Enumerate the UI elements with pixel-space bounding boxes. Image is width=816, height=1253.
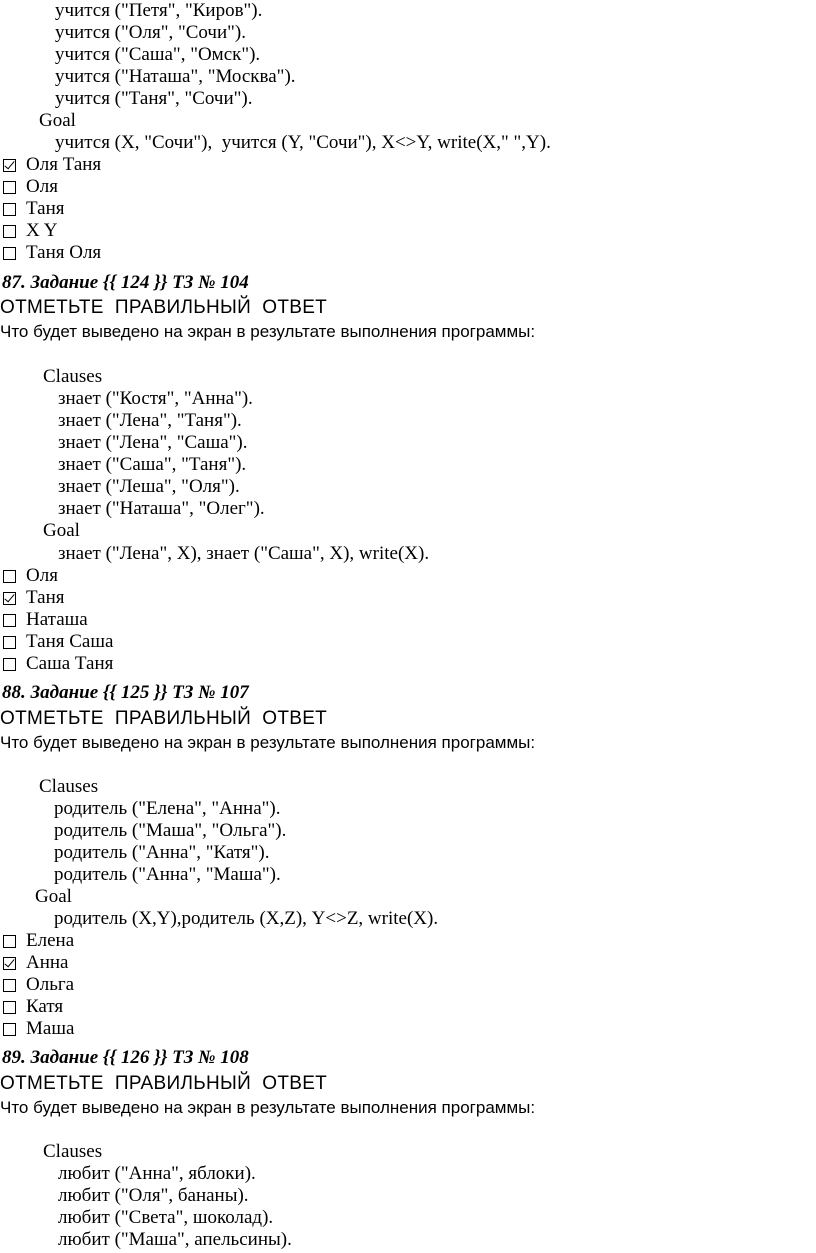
code-line: любит ("Света", шоколад). [58, 1207, 274, 1228]
goal-line: родитель (X,Y),родитель (X,Z), Y<>Z, write(X). [54, 908, 439, 929]
clauses-label: Clauses [39, 776, 99, 797]
checkbox-icon[interactable] [3, 203, 16, 216]
option-label: X Y [26, 220, 58, 241]
option-label: Оля [26, 176, 58, 197]
task-heading: 89. Задание {{ 126 }} ТЗ № 108 [2, 1047, 249, 1068]
code-line: учится ("Таня", "Сочи"). [55, 88, 253, 109]
checkbox-icon[interactable] [3, 979, 16, 992]
goal-label: Goal [43, 520, 80, 541]
checkbox-icon[interactable] [3, 658, 16, 671]
instruction: ОТМЕТЬТЕ ПРАВИЛЬНЫЙ ОТВЕТ [0, 708, 328, 729]
code-line: любит ("Оля", бананы). [58, 1185, 249, 1206]
option-label: Таня [26, 198, 65, 219]
code-line: родитель ("Елена", "Анна"). [54, 798, 281, 819]
option-label: Маша [26, 1018, 75, 1039]
option-label: Саша Таня [26, 653, 114, 674]
option-label: Ольга [26, 974, 75, 995]
option-label: Оля [26, 565, 58, 586]
answer-option[interactable] [0, 242, 101, 264]
goal-label: Goal [35, 886, 72, 907]
code-line: учится ("Оля", "Сочи"). [55, 22, 246, 43]
answer-option[interactable] [0, 198, 64, 220]
code-line: учится ("Саша", "Омск"). [55, 44, 261, 65]
question-text: Что будет выведено на экран в результате выполнения программы: [0, 733, 536, 752]
answer-option[interactable] [0, 974, 74, 996]
code-line: родитель ("Анна", "Маша"). [54, 864, 281, 885]
answer-option[interactable] [0, 631, 113, 653]
code-line: знает ("Лена", "Саша"). [58, 432, 248, 453]
instruction: ОТМЕТЬТЕ ПРАВИЛЬНЫЙ ОТВЕТ [0, 1073, 328, 1094]
option-label: Оля Таня [26, 154, 102, 175]
checkbox-icon[interactable] [3, 935, 16, 948]
answer-option[interactable] [0, 930, 74, 952]
code-line: любит ("Анна", яблоки). [58, 1163, 256, 1184]
checkbox-checked-icon[interactable] [3, 159, 16, 172]
option-label: Елена [26, 930, 75, 951]
checkbox-icon[interactable] [3, 1001, 16, 1014]
code-line: знает ("Костя", "Анна"). [58, 388, 253, 409]
answer-option[interactable] [0, 653, 113, 675]
option-label: Таня Оля [26, 242, 102, 263]
code-line: знает ("Наташа", "Олег"). [58, 498, 265, 519]
answer-option[interactable] [0, 996, 63, 1018]
answer-option[interactable] [0, 587, 64, 609]
goal-line: знает ("Лена", X), знает ("Саша", X), write(X). [58, 543, 430, 564]
option-label: Таня Саша [26, 631, 114, 652]
option-label: Наташа [26, 609, 88, 630]
answer-option[interactable] [0, 1018, 74, 1040]
answer-option[interactable] [0, 220, 58, 242]
checkbox-checked-icon[interactable] [3, 592, 16, 605]
clauses-label: Clauses [43, 366, 103, 387]
task-heading: 87. Задание {{ 124 }} ТЗ № 104 [2, 272, 249, 293]
checkbox-icon[interactable] [3, 1023, 16, 1036]
option-label: Катя [26, 996, 64, 1017]
checkbox-icon[interactable] [3, 614, 16, 627]
code-line: родитель ("Маша", "Ольга"). [54, 820, 287, 841]
checkbox-icon[interactable] [3, 570, 16, 583]
checkbox-checked-icon[interactable] [3, 957, 16, 970]
answer-option[interactable] [0, 154, 101, 176]
question-text: Что будет выведено на экран в результате выполнения программы: [0, 1098, 536, 1117]
answer-option[interactable] [0, 176, 58, 198]
answer-option[interactable] [0, 609, 88, 631]
answer-option[interactable] [0, 565, 58, 587]
code-line: учится ("Петя", "Киров"). [55, 0, 263, 21]
goal-line: учится (X, "Сочи"), учится (Y, "Сочи"), X<>Y, write(X," ",Y). [55, 132, 551, 153]
checkbox-icon[interactable] [3, 636, 16, 649]
checkbox-icon[interactable] [3, 247, 16, 260]
checkbox-icon[interactable] [3, 225, 16, 238]
option-label: Анна [26, 952, 69, 973]
task-heading: 88. Задание {{ 125 }} ТЗ № 107 [2, 682, 249, 703]
code-line: знает ("Саша", "Таня"). [58, 454, 247, 475]
goal-label: Goal [39, 110, 76, 131]
option-label: Таня [26, 587, 65, 608]
instruction: ОТМЕТЬТЕ ПРАВИЛЬНЫЙ ОТВЕТ [0, 297, 328, 318]
question-text: Что будет выведено на экран в результате выполнения программы: [0, 322, 536, 341]
code-line: учится ("Наташа", "Москва"). [55, 66, 296, 87]
code-line: любит ("Маша", апельсины). [58, 1229, 292, 1250]
clauses-label: Clauses [43, 1141, 103, 1162]
checkbox-icon[interactable] [3, 181, 16, 194]
answer-option[interactable] [0, 952, 69, 974]
code-line: знает ("Леша", "Оля"). [58, 476, 240, 497]
code-line: знает ("Лена", "Таня"). [58, 410, 242, 431]
code-line: родитель ("Анна", "Катя"). [54, 842, 270, 863]
